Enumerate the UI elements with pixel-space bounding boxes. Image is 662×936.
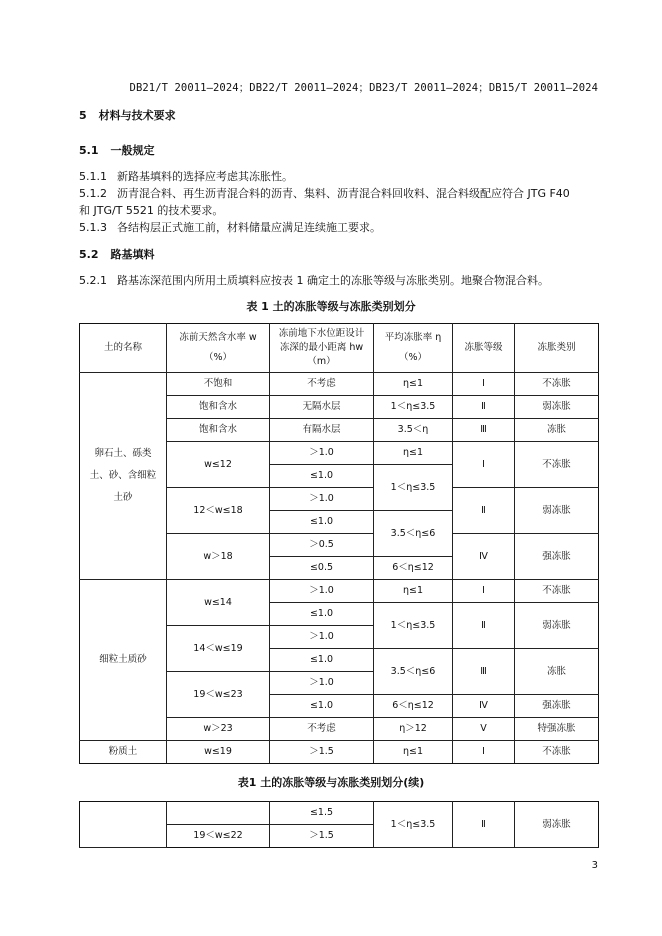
- section-number: 5.2: [79, 248, 99, 261]
- type-cell: 不冻胀: [515, 442, 599, 488]
- type-cell: 弱冻胀: [515, 396, 599, 419]
- header-frost-heave-rate: 平均冻胀率 η （%）: [374, 324, 453, 373]
- distance-cell: ＞1.5: [270, 741, 374, 764]
- distance-cell: 不考虑: [270, 718, 374, 741]
- rate-cell: 3.5＜η: [374, 419, 453, 442]
- header-water-content: 冻前天然含水率 w （%）: [167, 324, 270, 373]
- rate-cell: η≤1: [374, 580, 453, 603]
- distance-cell: ＞1.5: [270, 825, 374, 848]
- clause-text: 新路基填料的选择应考虑其冻胀性。: [117, 170, 293, 183]
- type-cell: 弱冻胀: [515, 603, 599, 649]
- clause-number: 5.1.1: [79, 170, 107, 183]
- grade-cell: Ⅱ: [453, 802, 515, 848]
- section-5-heading: [79, 108, 176, 124]
- distance-cell: ＞0.5: [270, 534, 374, 557]
- header-type: 冻胀类别: [515, 324, 599, 373]
- distance-cell: ≤1.0: [270, 465, 374, 488]
- distance-cell: ≤1.0: [270, 511, 374, 534]
- distance-cell: ＞1.0: [270, 488, 374, 511]
- clause-text: 各结构层正式施工前，材料储量应满足连续施工要求。: [117, 221, 381, 234]
- clause-5-2-1: [79, 273, 549, 289]
- distance-cell: ＞1.0: [270, 672, 374, 695]
- type-cell: 特强冻胀: [515, 718, 599, 741]
- clause-number: 5.2.1: [79, 274, 107, 287]
- water-cell: 19＜w≤23: [167, 672, 270, 718]
- section-number: 5: [79, 109, 87, 122]
- water-cell: w＞23: [167, 718, 270, 741]
- water-cell: w＞18: [167, 534, 270, 580]
- rate-cell: 6＜η≤12: [374, 695, 453, 718]
- water-cell: 14＜w≤19: [167, 626, 270, 672]
- distance-cell: ≤1.0: [270, 603, 374, 626]
- rate-cell: 1＜η≤3.5: [374, 603, 453, 649]
- rate-cell: 3.5＜η≤6: [374, 511, 453, 557]
- rate-cell: η＞12: [374, 718, 453, 741]
- table-row: [80, 580, 599, 603]
- table-1-continued-caption: 表1 土的冻胀等级与冻胀类别划分(续): [237, 776, 425, 789]
- grade-cell: Ⅱ: [453, 396, 515, 419]
- water-cell: 不饱和: [167, 373, 270, 396]
- running-header: DB21/T 20011—2024；DB22/T 20011—2024；DB23/T 20011—2024；DB15/T 20011—2024: [129, 82, 598, 94]
- table-header-row: [80, 324, 599, 373]
- water-cell: 12＜w≤18: [167, 488, 270, 534]
- clause-5-1-3: [79, 220, 381, 236]
- distance-cell: 无隔水层: [270, 396, 374, 419]
- grade-cell: Ⅰ: [453, 373, 515, 396]
- soil-group-gravel: 卵石土、砾类 土、砂、含细粒 土砂: [80, 373, 167, 580]
- distance-cell: 有隔水层: [270, 419, 374, 442]
- table-row: [80, 741, 599, 764]
- grade-cell: Ⅰ: [453, 442, 515, 488]
- rate-cell: 6＜η≤12: [374, 557, 453, 580]
- type-cell: 冻胀: [515, 419, 599, 442]
- clause-text: 沥青混合料、再生沥青混合料的沥青、集料、沥青混合料回收料、混合料级配应符合 JTG F40: [117, 187, 570, 200]
- rate-cell: 1＜η≤3.5: [374, 802, 453, 848]
- clause-number: 5.1.2: [79, 187, 107, 200]
- distance-cell: ＞1.0: [270, 442, 374, 465]
- type-cell: 不冻胀: [515, 580, 599, 603]
- distance-cell: ≤1.5: [270, 802, 374, 825]
- clause-5-1-2-continued: 和 JTG/T 5521 的技术要求。: [79, 204, 224, 217]
- section-number: 5.1: [79, 144, 99, 157]
- table-row: [80, 802, 599, 825]
- section-title: 材料与技术要求: [98, 109, 176, 122]
- grade-cell: Ⅱ: [453, 488, 515, 534]
- clause-number: 5.1.3: [79, 221, 107, 234]
- grade-cell: Ⅳ: [453, 695, 515, 718]
- grade-cell: Ⅰ: [453, 741, 515, 764]
- section-title: 一般规定: [110, 144, 155, 157]
- header-grade: 冻胀等级: [453, 324, 515, 373]
- header-groundwater-distance: 冻前地下水位距设计 冻深的最小距离 hw （m）: [270, 324, 374, 373]
- type-cell: 强冻胀: [515, 534, 599, 580]
- frost-heave-table: [79, 323, 599, 764]
- distance-cell: 不考虑: [270, 373, 374, 396]
- clause-text: 路基冻深范围内所用土质填料应按表 1 确定土的冻胀等级与冻胀类别。地聚合物混合料。: [117, 274, 549, 287]
- header-soil-name: 土的名称: [80, 324, 167, 373]
- distance-cell: ≤1.0: [270, 649, 374, 672]
- section-title: 路基填料: [110, 248, 155, 261]
- water-cell: w≤12: [167, 442, 270, 488]
- water-cell: w≤14: [167, 580, 270, 626]
- rate-cell: 3.5＜η≤6: [374, 649, 453, 695]
- water-cell: [167, 802, 270, 825]
- table-1-caption: 表 1 土的冻胀等级与冻胀类别划分: [246, 300, 416, 313]
- water-cell: 饱和含水: [167, 396, 270, 419]
- type-cell: 弱冻胀: [515, 488, 599, 534]
- page-number: 3: [591, 860, 598, 871]
- water-cell: 19＜w≤22: [167, 825, 270, 848]
- table-row: [80, 373, 599, 396]
- rate-cell: η≤1: [374, 741, 453, 764]
- soil-group-fine-sand: 细粒土质砂: [80, 580, 167, 741]
- soil-group-silt: 粉质土: [80, 741, 167, 764]
- rate-cell: η≤1: [374, 442, 453, 465]
- grade-cell: Ⅳ: [453, 534, 515, 580]
- rate-cell: η≤1: [374, 373, 453, 396]
- clause-5-1-1: [79, 169, 293, 185]
- distance-cell: ≤1.0: [270, 695, 374, 718]
- rate-cell: 1＜η≤3.5: [374, 465, 453, 511]
- frost-heave-table-continued: [79, 801, 599, 848]
- type-cell: 冻胀: [515, 649, 599, 695]
- type-cell: 弱冻胀: [515, 802, 599, 848]
- grade-cell: Ⅲ: [453, 649, 515, 695]
- distance-cell: ＞1.0: [270, 580, 374, 603]
- section-5-2-heading: [79, 247, 155, 263]
- type-cell: 强冻胀: [515, 695, 599, 718]
- water-cell: 饱和含水: [167, 419, 270, 442]
- water-cell: w≤19: [167, 741, 270, 764]
- distance-cell: ≤0.5: [270, 557, 374, 580]
- clause-5-1-2: [79, 186, 570, 202]
- soil-name-cell: [80, 802, 167, 848]
- section-5-1-heading: [79, 143, 155, 159]
- grade-cell: Ⅰ: [453, 580, 515, 603]
- type-cell: 不冻胀: [515, 373, 599, 396]
- distance-cell: ＞1.0: [270, 626, 374, 649]
- grade-cell: Ⅱ: [453, 603, 515, 649]
- grade-cell: Ⅴ: [453, 718, 515, 741]
- rate-cell: 1＜η≤3.5: [374, 396, 453, 419]
- grade-cell: Ⅲ: [453, 419, 515, 442]
- type-cell: 不冻胀: [515, 741, 599, 764]
